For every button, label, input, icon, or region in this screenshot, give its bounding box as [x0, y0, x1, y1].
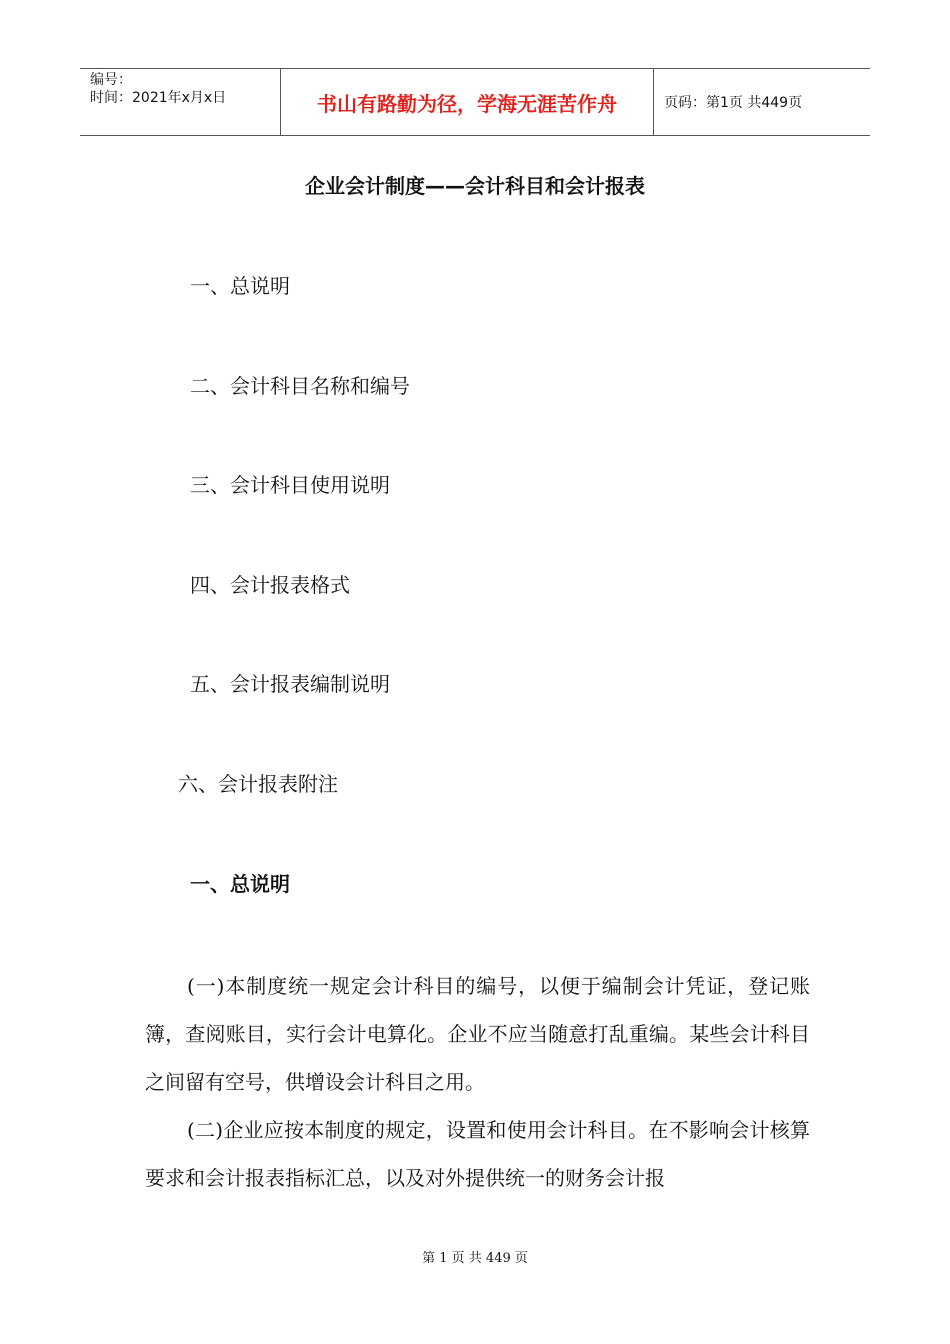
toc-item-4: 四、会计报表格式 — [190, 573, 350, 597]
number-label: 编号： — [90, 72, 132, 88]
toc-item-1: 一、总说明 — [190, 274, 290, 298]
section-heading: 一、总说明 — [190, 872, 290, 896]
header-motto: 书山有路勤为径，学海无涯苦作舟 — [281, 69, 654, 135]
toc-item-2: 二、会计科目名称和编号 — [190, 374, 410, 398]
page-footer: 第 1 页 共 449 页 — [422, 1251, 528, 1266]
toc-item-6: 六、会计报表附注 — [178, 772, 338, 796]
document-header — [80, 68, 870, 136]
header-meta — [80, 69, 281, 135]
body-text — [145, 962, 810, 1202]
date-label: 时间：2021年x月x日 — [90, 90, 227, 106]
document-title: 企业会计制度——会计科目和会计报表 — [305, 174, 645, 198]
paragraph-2: (二)企业应按本制度的规定，设置和使用会计科目。在不影响会计核算要求和会计报表指标汇总，以及对外提供统一的财务会计报 — [145, 1118, 810, 1190]
toc-item-5: 五、会计报表编制说明 — [190, 672, 390, 696]
header-page-info: 页码：第1页 共449页 — [664, 95, 803, 111]
toc-item-3: 三、会计科目使用说明 — [190, 473, 390, 497]
paragraph-1: (一)本制度统一规定会计科目的编号，以便于编制会计凭证，登记账簿，查阅账目，实行会计电算化。企业不应当随意打乱重编。某些会计科目之间留有空号，供增设会计科目之用。 — [145, 974, 810, 1094]
